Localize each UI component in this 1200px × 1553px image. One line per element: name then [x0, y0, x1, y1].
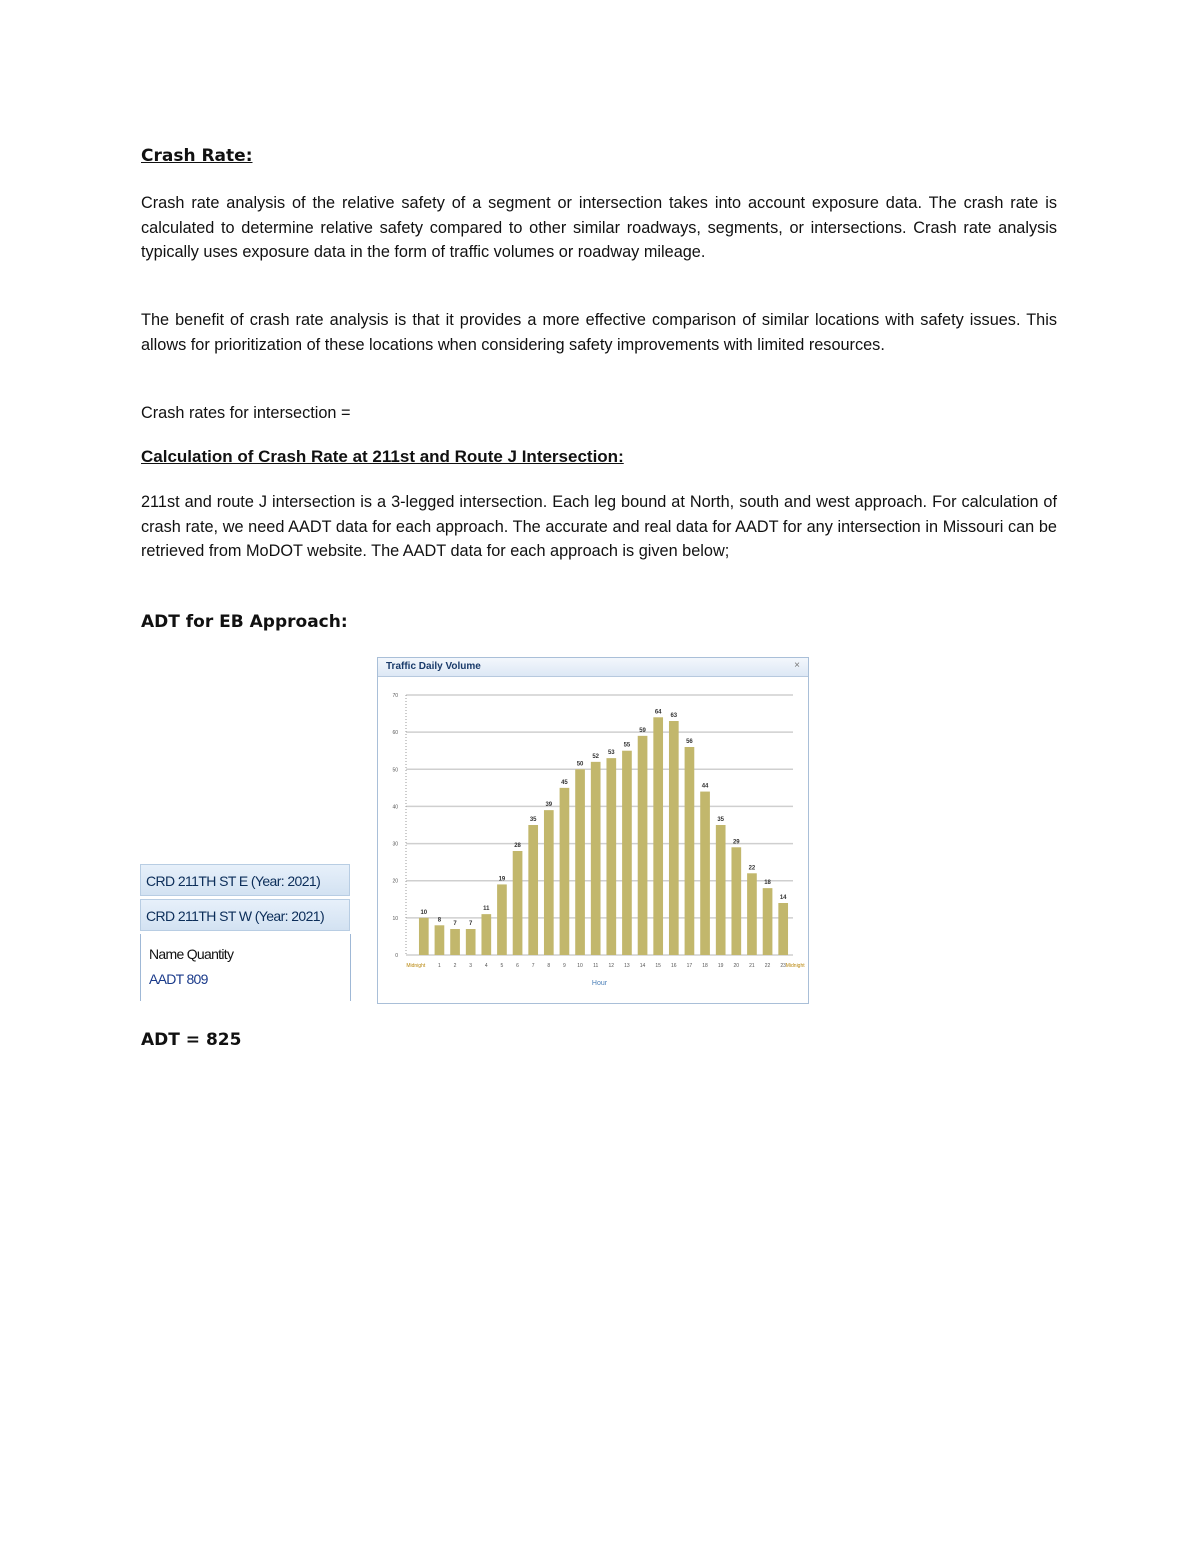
x-tick-label: 4: [484, 963, 488, 969]
bar: [638, 736, 648, 955]
data-label: 11: [483, 906, 490, 913]
bar: [747, 873, 757, 955]
x-tick-label: 6: [516, 963, 519, 969]
y-tick-label: 60: [392, 730, 398, 737]
intersection-paragraph: 211st and route J intersection is a 3-legged intersection. Each leg bound at North, south and west approach. For calculation of crash rate, we need AADT data for each approach. The accurate and real data for AADT for any intersection in Missouri can be retrieved from MoDOT website. The AADT data for each approach is given below;: [141, 493, 1057, 560]
y-tick-label: 0: [395, 953, 398, 959]
x-tick-label: 12: [608, 963, 615, 969]
x-tick-label: 3: [469, 963, 473, 969]
y-tick-label: 50: [392, 767, 398, 774]
formula-line: Crash rates for intersection =: [141, 404, 351, 422]
bar: [575, 769, 585, 955]
adt-result: ADT = 825: [141, 1030, 242, 1050]
panel-aadt-value: AADT 809: [149, 971, 208, 987]
x-tick-label: 22: [764, 963, 771, 969]
bar: [653, 717, 663, 955]
window-title: Traffic Daily Volume: [386, 661, 481, 672]
crash-rate-paragraph: Crash rate analysis of the relative safety of a segment or intersection takes into account exposure data. The crash rate is calculated to determine relative safety compared to other similar roadways, segments, or intersections. Crash rate analysis typically uses exposure data in the form of traffic volumes or roadway mileage.: [141, 194, 1057, 261]
data-label: 7: [453, 921, 457, 927]
data-label: 59: [639, 727, 646, 734]
x-tick-label: 7: [531, 963, 535, 969]
bar: [497, 884, 507, 955]
bar: [591, 762, 601, 955]
x-tick-label: 18: [702, 963, 708, 969]
data-label: 55: [623, 742, 631, 749]
x-tick-label: 23: [780, 963, 786, 969]
y-tick-label: 40: [392, 804, 398, 811]
bar: [544, 810, 554, 955]
bar: [763, 888, 773, 955]
x-axis-title: Hour: [591, 980, 608, 987]
x-tick-label: 13: [624, 963, 630, 969]
bar: [481, 914, 491, 955]
y-tick-label: 70: [392, 693, 398, 699]
bar: [450, 929, 460, 955]
y-tick-label: 30: [392, 841, 398, 848]
bar: [606, 758, 616, 955]
x-tick-label: 14: [639, 963, 646, 969]
panel-row-east: CRD 211TH ST E (Year: 2021): [140, 864, 350, 896]
bar: [731, 847, 741, 955]
bar: [513, 851, 523, 955]
x-tick-label: 21: [749, 963, 755, 969]
eb-approach-heading: ADT for EB Approach:: [141, 612, 348, 632]
data-label: 29: [732, 839, 740, 846]
x-tick-label: 16: [671, 963, 677, 969]
data-label: 44: [701, 783, 709, 790]
bar: [419, 918, 429, 955]
bar: [435, 925, 445, 955]
crash-rate-heading: Crash Rate:: [141, 146, 253, 166]
bar: [778, 903, 788, 955]
traffic-volume-window: [377, 657, 809, 1004]
data-label: 18: [764, 880, 771, 887]
data-label: 8: [437, 917, 442, 924]
data-label: 53: [607, 750, 615, 757]
data-label: 22: [748, 865, 756, 872]
data-label: 52: [592, 753, 600, 760]
panel-detail-box: [140, 934, 351, 1001]
x-tick-label: 19: [717, 963, 724, 969]
close-icon: ×: [794, 660, 800, 671]
data-label: 45: [561, 779, 568, 786]
aadt-panel-screenshot: [140, 864, 352, 1001]
bar: [700, 792, 710, 955]
x-tick-label: 5: [500, 963, 504, 969]
x-tick-label: 17: [686, 963, 693, 969]
y-tick-label: 20: [392, 878, 398, 885]
data-label: 14: [779, 895, 787, 901]
data-label: 39: [545, 802, 553, 809]
x-tick-label: 9: [563, 963, 566, 969]
data-label: 50: [576, 761, 584, 768]
x-tick-label: Midnight: [406, 963, 426, 969]
data-label: 56: [686, 739, 693, 745]
data-label: 19: [498, 876, 506, 883]
panel-row-west: CRD 211TH ST W (Year: 2021): [140, 899, 350, 931]
data-label: 64: [654, 709, 662, 716]
bar: [716, 825, 726, 955]
panel-name-quantity: Name Quantity: [149, 946, 234, 962]
traffic-volume-chart: [378, 677, 808, 1003]
x-tick-label: Midnight: [785, 963, 805, 969]
calculation-heading: Calculation of Crash Rate at 211st and Route J Intersection:: [141, 447, 624, 466]
data-label: 28: [514, 843, 521, 849]
x-tick-label: 20: [733, 963, 740, 969]
x-tick-label: 10: [577, 963, 583, 969]
x-tick-label: 11: [593, 963, 599, 969]
bar: [466, 929, 476, 955]
x-tick-label: 15: [655, 963, 661, 969]
bar: [528, 825, 538, 955]
data-label: 35: [717, 817, 725, 823]
bar: [560, 788, 570, 955]
bar: [622, 751, 632, 955]
bar: [669, 721, 679, 955]
x-tick-label: 2: [453, 963, 457, 969]
data-label: 7: [469, 921, 473, 927]
data-label: 10: [420, 909, 428, 916]
y-tick-label: 10: [392, 915, 398, 922]
bar: [685, 747, 695, 955]
data-label: 63: [670, 713, 678, 719]
data-label: 35: [529, 817, 537, 823]
x-tick-label: 1: [438, 963, 441, 969]
benefit-paragraph: The benefit of crash rate analysis is that it provides a more effective comparison of similar locations with safety issues. This allows for prioritization of these locations when considering safety improvements with limited resources.: [141, 311, 1057, 354]
x-tick-label: 8: [547, 963, 551, 969]
window-titlebar: [378, 658, 808, 677]
